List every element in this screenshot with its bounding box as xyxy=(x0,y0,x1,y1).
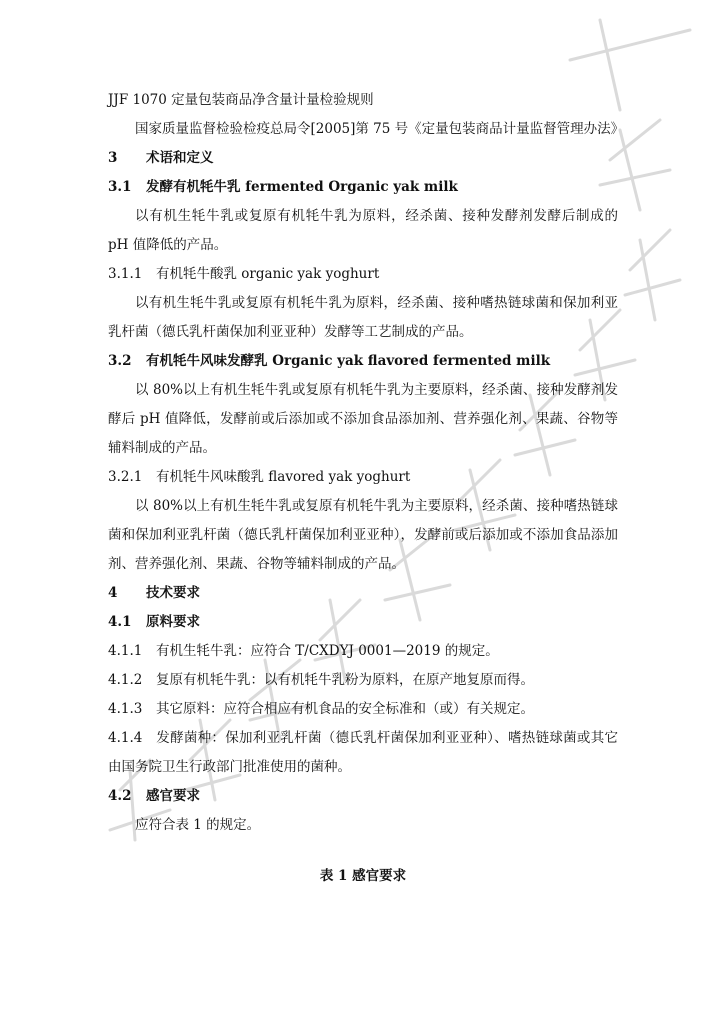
section-number: 3.1.1 xyxy=(108,266,143,282)
item-4-1-4 xyxy=(108,724,618,782)
item-number: 4.1.3 xyxy=(108,701,143,717)
section-3-1-1-text: 以有机生牦牛乳或复原有机牦牛乳为原料，经杀菌、接种嗜热链球菌和保加利亚乳杆菌（德氏乳杆菌保加利亚亚种）发酵等工艺制成的产品。 xyxy=(108,295,618,340)
section-number: 4.2 xyxy=(108,788,132,804)
item-4-1-3 xyxy=(108,695,618,724)
section-title: 有机牦牛酸乳 organic yak yoghurt xyxy=(156,266,380,282)
item-text: 发酵菌种：保加利亚乳杆菌（德氏乳杆菌保加利亚亚种）、嗜热链球菌或其它由国务院卫生行政部门批准使用的菌种。 xyxy=(108,730,618,775)
section-3-2-text: 以 80%以上有机生牦牛乳或复原有机牦牛乳为主要原料，经杀菌、接种发酵剂发酵后 pH 值降低，发酵前或后添加或不添加食品添加剂、营养强化剂、果蔬、谷物等辅料制成的产品。 xyxy=(108,382,618,456)
item-text: 有机生牦牛乳：应符合 T/CXDYJ 0001—2019 的规定。 xyxy=(156,643,499,659)
item-4-1-2 xyxy=(108,666,618,695)
section-number: 4 xyxy=(108,585,118,601)
section-number: 3 xyxy=(108,150,118,166)
section-number: 3.1 xyxy=(108,179,132,195)
item-4-1-1 xyxy=(108,637,618,666)
reference-1: JJF 1070 定量包装商品净含量计量检验规则 xyxy=(108,92,374,108)
item-text: 其它原料：应符合相应有机食品的安全标准和（或）有关规定。 xyxy=(156,701,534,717)
section-title: 技术要求 xyxy=(146,585,200,601)
item-number: 4.1.1 xyxy=(108,643,143,659)
item-text: 复原有机牦牛乳：以有机牦牛乳粉为原料，在原产地复原而得。 xyxy=(156,672,534,688)
section-4-1-heading xyxy=(108,608,618,637)
section-4-2-heading xyxy=(108,782,618,811)
section-4-heading xyxy=(108,579,618,608)
section-title: 术语和定义 xyxy=(146,150,214,166)
section-number: 3.2 xyxy=(108,353,132,369)
section-title: 有机牦牛风味酸乳 flavored yak yoghurt xyxy=(156,469,411,485)
section-title: 感官要求 xyxy=(146,788,200,804)
section-number: 3.2.1 xyxy=(108,469,143,485)
document-body xyxy=(108,86,625,891)
section-3-2-heading xyxy=(108,347,618,376)
section-3-1-1-heading xyxy=(108,260,618,289)
section-3-2-1-text: 以 80%以上有机生牦牛乳或复原有机牦牛乳为主要原料，经杀菌、接种嗜热链球菌和保加利亚乳杆菌（德氏乳杆菌保加利亚亚种），发酵前或后添加或不添加食品添加剂、营养强化剂、果蔬、谷物等辅料制成的产品。 xyxy=(108,498,618,572)
section-title: 原料要求 xyxy=(146,614,200,630)
section-title: 发酵有机牦牛乳 fermented Organic yak milk xyxy=(146,179,458,195)
reference-2: 国家质量监督检验检疫总局令[2005]第 75 号《定量包装商品计量监督管理办法》 xyxy=(135,121,625,137)
section-3-1-text: 以有机生牦牛乳或复原有机牦牛乳为原料，经杀菌、接种发酵剂发酵后制成的 pH 值降低的产品。 xyxy=(108,208,618,253)
section-number: 4.1 xyxy=(108,614,132,630)
section-4-2-text: 应符合表 1 的规定。 xyxy=(135,817,261,833)
section-3-1-heading xyxy=(108,173,618,202)
section-title: 有机牦牛风味发酵乳 Organic yak flavored fermented milk xyxy=(146,353,551,369)
item-number: 4.1.4 xyxy=(108,730,143,746)
section-3-heading xyxy=(108,144,618,173)
section-3-2-1-heading xyxy=(108,463,618,492)
item-number: 4.1.2 xyxy=(108,672,143,688)
table-caption: 表 1 感官要求 xyxy=(319,868,407,884)
